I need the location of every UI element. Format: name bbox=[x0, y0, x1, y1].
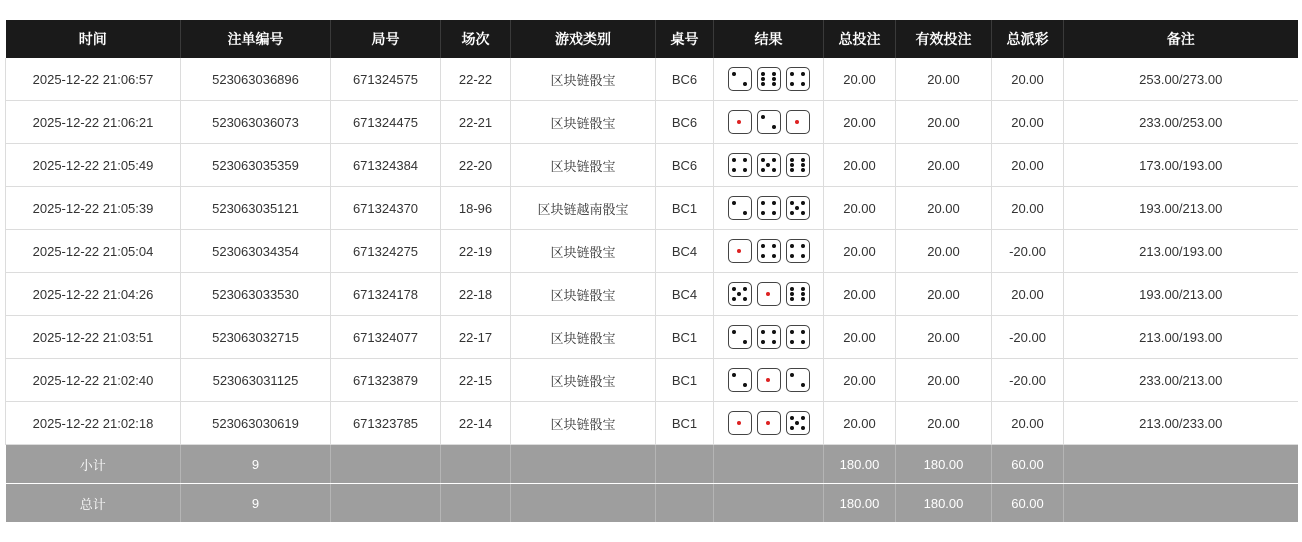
die-face-1 bbox=[757, 368, 781, 392]
dice-result-group bbox=[716, 411, 821, 435]
cell-total-payout: 20.00 bbox=[992, 58, 1064, 101]
cell-time: 2025-12-22 21:03:51 bbox=[6, 316, 181, 359]
cell-remark: 193.00/213.00 bbox=[1064, 273, 1298, 316]
summary-empty-cell bbox=[331, 445, 441, 484]
cell-session: 22-22 bbox=[441, 58, 511, 101]
cell-order-id: 523063035359 bbox=[181, 144, 331, 187]
die-face-2 bbox=[786, 368, 810, 392]
cell-valid-bet: 20.00 bbox=[896, 230, 992, 273]
die-face-1 bbox=[757, 411, 781, 435]
summary-empty-cell bbox=[441, 445, 511, 484]
cell-time: 2025-12-22 21:04:26 bbox=[6, 273, 181, 316]
cell-time: 2025-12-22 21:02:18 bbox=[6, 402, 181, 445]
die-face-1 bbox=[728, 239, 752, 263]
cell-round-id: 671324077 bbox=[331, 316, 441, 359]
cell-session: 22-20 bbox=[441, 144, 511, 187]
cell-result bbox=[714, 273, 824, 316]
cell-total-bet: 20.00 bbox=[824, 230, 896, 273]
cell-session: 22-14 bbox=[441, 402, 511, 445]
die-face-4 bbox=[786, 325, 810, 349]
cell-remark: 253.00/273.00 bbox=[1064, 58, 1298, 101]
dice-result-group bbox=[716, 325, 821, 349]
column-header-order-id[interactable]: 注单编号 bbox=[181, 20, 331, 58]
die-face-4 bbox=[757, 196, 781, 220]
summary-empty-cell bbox=[714, 484, 824, 523]
cell-result bbox=[714, 101, 824, 144]
cell-round-id: 671324575 bbox=[331, 58, 441, 101]
subtotal-row-count: 9 bbox=[181, 445, 331, 484]
cell-order-id: 523063030619 bbox=[181, 402, 331, 445]
cell-valid-bet: 20.00 bbox=[896, 359, 992, 402]
total-row bbox=[6, 484, 1298, 523]
cell-table-no: BC1 bbox=[656, 187, 714, 230]
cell-round-id: 671323785 bbox=[331, 402, 441, 445]
cell-time: 2025-12-22 21:05:39 bbox=[6, 187, 181, 230]
cell-order-id: 523063032715 bbox=[181, 316, 331, 359]
cell-time: 2025-12-22 21:06:21 bbox=[6, 101, 181, 144]
total-row-valid-bet: 180.00 bbox=[896, 484, 992, 523]
subtotal-row-label: 小计 bbox=[6, 445, 181, 484]
cell-round-id: 671324475 bbox=[331, 101, 441, 144]
cell-time: 2025-12-22 21:05:49 bbox=[6, 144, 181, 187]
cell-round-id: 671323879 bbox=[331, 359, 441, 402]
cell-result bbox=[714, 230, 824, 273]
cell-remark: 233.00/253.00 bbox=[1064, 101, 1298, 144]
dice-result-group bbox=[716, 239, 821, 263]
table-row[interactable] bbox=[6, 101, 1298, 144]
bet-history-table bbox=[5, 20, 1298, 523]
cell-order-id: 523063034354 bbox=[181, 230, 331, 273]
cell-session: 22-18 bbox=[441, 273, 511, 316]
table-row[interactable] bbox=[6, 58, 1298, 101]
die-face-6 bbox=[786, 153, 810, 177]
cell-total-payout: 20.00 bbox=[992, 273, 1064, 316]
die-face-4 bbox=[757, 239, 781, 263]
column-header-remark[interactable]: 备注 bbox=[1064, 20, 1298, 58]
cell-total-bet: 20.00 bbox=[824, 273, 896, 316]
cell-game-type: 区块链越南骰宝 bbox=[511, 187, 656, 230]
summary-empty-cell bbox=[656, 484, 714, 523]
cell-round-id: 671324275 bbox=[331, 230, 441, 273]
cell-valid-bet: 20.00 bbox=[896, 187, 992, 230]
cell-remark: 213.00/233.00 bbox=[1064, 402, 1298, 445]
cell-remark: 233.00/213.00 bbox=[1064, 359, 1298, 402]
column-header-time[interactable]: 时间 bbox=[6, 20, 181, 58]
die-face-5 bbox=[786, 196, 810, 220]
cell-table-no: BC1 bbox=[656, 359, 714, 402]
cell-total-payout: 20.00 bbox=[992, 144, 1064, 187]
cell-result bbox=[714, 187, 824, 230]
cell-game-type: 区块链骰宝 bbox=[511, 316, 656, 359]
total-row-total-bet: 180.00 bbox=[824, 484, 896, 523]
die-face-2 bbox=[757, 110, 781, 134]
summary-empty-cell bbox=[1064, 484, 1298, 523]
cell-total-bet: 20.00 bbox=[824, 316, 896, 359]
cell-valid-bet: 20.00 bbox=[896, 58, 992, 101]
cell-session: 22-17 bbox=[441, 316, 511, 359]
die-face-1 bbox=[786, 110, 810, 134]
cell-game-type: 区块链骰宝 bbox=[511, 402, 656, 445]
cell-time: 2025-12-22 21:05:04 bbox=[6, 230, 181, 273]
subtotal-row-valid-bet: 180.00 bbox=[896, 445, 992, 484]
cell-total-payout: -20.00 bbox=[992, 359, 1064, 402]
summary-empty-cell bbox=[441, 484, 511, 523]
table-row[interactable] bbox=[6, 359, 1298, 402]
cell-remark: 193.00/213.00 bbox=[1064, 187, 1298, 230]
cell-time: 2025-12-22 21:02:40 bbox=[6, 359, 181, 402]
die-face-4 bbox=[728, 153, 752, 177]
cell-session: 18-96 bbox=[441, 187, 511, 230]
cell-game-type: 区块链骰宝 bbox=[511, 273, 656, 316]
cell-total-bet: 20.00 bbox=[824, 402, 896, 445]
cell-table-no: BC4 bbox=[656, 230, 714, 273]
column-header-game-type[interactable]: 游戏类别 bbox=[511, 20, 656, 58]
total-row-count: 9 bbox=[181, 484, 331, 523]
cell-valid-bet: 20.00 bbox=[896, 101, 992, 144]
cell-valid-bet: 20.00 bbox=[896, 144, 992, 187]
column-header-table-no[interactable]: 桌号 bbox=[656, 20, 714, 58]
cell-remark: 213.00/193.00 bbox=[1064, 230, 1298, 273]
cell-round-id: 671324370 bbox=[331, 187, 441, 230]
summary-empty-cell bbox=[1064, 445, 1298, 484]
table-row[interactable] bbox=[6, 273, 1298, 316]
cell-total-payout: 20.00 bbox=[992, 187, 1064, 230]
cell-order-id: 523063036896 bbox=[181, 58, 331, 101]
die-face-1 bbox=[728, 110, 752, 134]
cell-valid-bet: 20.00 bbox=[896, 316, 992, 359]
cell-total-bet: 20.00 bbox=[824, 58, 896, 101]
cell-table-no: BC4 bbox=[656, 273, 714, 316]
cell-game-type: 区块链骰宝 bbox=[511, 101, 656, 144]
dice-result-group bbox=[716, 110, 821, 134]
cell-remark: 213.00/193.00 bbox=[1064, 316, 1298, 359]
column-header-total-payout[interactable]: 总派彩 bbox=[992, 20, 1064, 58]
subtotal-row-total-payout: 60.00 bbox=[992, 445, 1064, 484]
total-row-label: 总计 bbox=[6, 484, 181, 523]
cell-table-no: BC6 bbox=[656, 101, 714, 144]
cell-table-no: BC1 bbox=[656, 402, 714, 445]
summary-empty-cell bbox=[511, 445, 656, 484]
dice-result-group bbox=[716, 67, 821, 91]
die-face-5 bbox=[786, 411, 810, 435]
column-header-round-id[interactable]: 局号 bbox=[331, 20, 441, 58]
cell-total-bet: 20.00 bbox=[824, 101, 896, 144]
cell-result bbox=[714, 359, 824, 402]
column-header-result[interactable]: 结果 bbox=[714, 20, 824, 58]
cell-table-no: BC6 bbox=[656, 144, 714, 187]
cell-valid-bet: 20.00 bbox=[896, 402, 992, 445]
cell-order-id: 523063031125 bbox=[181, 359, 331, 402]
cell-total-bet: 20.00 bbox=[824, 359, 896, 402]
table-row[interactable] bbox=[6, 402, 1298, 445]
die-face-5 bbox=[728, 282, 752, 306]
table-row[interactable] bbox=[6, 144, 1298, 187]
cell-result bbox=[714, 58, 824, 101]
die-face-4 bbox=[786, 67, 810, 91]
cell-table-no: BC1 bbox=[656, 316, 714, 359]
die-face-6 bbox=[786, 282, 810, 306]
table-row[interactable] bbox=[6, 316, 1298, 359]
cell-game-type: 区块链骰宝 bbox=[511, 144, 656, 187]
cell-time: 2025-12-22 21:06:57 bbox=[6, 58, 181, 101]
cell-game-type: 区块链骰宝 bbox=[511, 58, 656, 101]
dice-result-group bbox=[716, 196, 821, 220]
cell-valid-bet: 20.00 bbox=[896, 273, 992, 316]
cell-total-payout: -20.00 bbox=[992, 230, 1064, 273]
cell-session: 22-19 bbox=[441, 230, 511, 273]
column-header-valid-bet[interactable]: 有效投注 bbox=[896, 20, 992, 58]
summary-empty-cell bbox=[331, 484, 441, 523]
cell-total-payout: -20.00 bbox=[992, 316, 1064, 359]
die-face-1 bbox=[757, 282, 781, 306]
summary-empty-cell bbox=[714, 445, 824, 484]
total-row-total-payout: 60.00 bbox=[992, 484, 1064, 523]
table-row[interactable] bbox=[6, 230, 1298, 273]
cell-round-id: 671324384 bbox=[331, 144, 441, 187]
cell-order-id: 523063035121 bbox=[181, 187, 331, 230]
die-face-4 bbox=[757, 325, 781, 349]
cell-result bbox=[714, 316, 824, 359]
cell-total-bet: 20.00 bbox=[824, 144, 896, 187]
column-header-session[interactable]: 场次 bbox=[441, 20, 511, 58]
cell-session: 22-15 bbox=[441, 359, 511, 402]
cell-order-id: 523063033530 bbox=[181, 273, 331, 316]
summary-empty-cell bbox=[656, 445, 714, 484]
cell-game-type: 区块链骰宝 bbox=[511, 359, 656, 402]
die-face-2 bbox=[728, 196, 752, 220]
cell-table-no: BC6 bbox=[656, 58, 714, 101]
cell-game-type: 区块链骰宝 bbox=[511, 230, 656, 273]
table-row[interactable] bbox=[6, 187, 1298, 230]
cell-round-id: 671324178 bbox=[331, 273, 441, 316]
cell-total-bet: 20.00 bbox=[824, 187, 896, 230]
dice-result-group bbox=[716, 282, 821, 306]
cell-total-payout: 20.00 bbox=[992, 402, 1064, 445]
die-face-1 bbox=[728, 411, 752, 435]
dice-result-group bbox=[716, 153, 821, 177]
cell-remark: 173.00/193.00 bbox=[1064, 144, 1298, 187]
die-face-4 bbox=[786, 239, 810, 263]
die-face-2 bbox=[728, 325, 752, 349]
die-face-5 bbox=[757, 153, 781, 177]
die-face-2 bbox=[728, 67, 752, 91]
die-face-2 bbox=[728, 368, 752, 392]
cell-order-id: 523063036073 bbox=[181, 101, 331, 144]
cell-result bbox=[714, 144, 824, 187]
subtotal-row bbox=[6, 445, 1298, 484]
table-header-row bbox=[6, 20, 1298, 58]
subtotal-row-total-bet: 180.00 bbox=[824, 445, 896, 484]
cell-session: 22-21 bbox=[441, 101, 511, 144]
cell-total-payout: 20.00 bbox=[992, 101, 1064, 144]
summary-empty-cell bbox=[511, 484, 656, 523]
cell-result bbox=[714, 402, 824, 445]
column-header-total-bet[interactable]: 总投注 bbox=[824, 20, 896, 58]
die-face-6 bbox=[757, 67, 781, 91]
dice-result-group bbox=[716, 368, 821, 392]
